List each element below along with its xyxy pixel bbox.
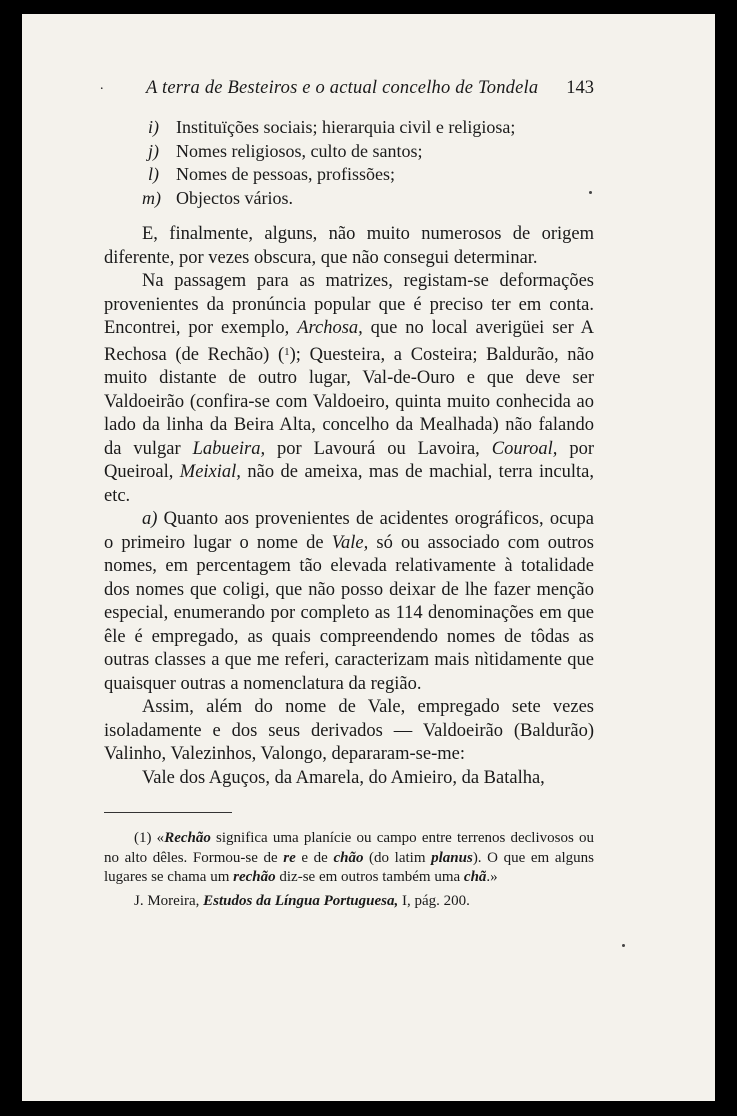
footnote-marker: (1) — [134, 830, 152, 846]
list-text: Instituïções sociais; hierarquia civil e religiosa; — [176, 117, 516, 137]
speck — [622, 944, 625, 947]
footnote-citation: J. Moreira, Estudos da Língua Portuguesa, I, pág. 200. — [134, 892, 470, 909]
list-label: j) — [148, 140, 159, 161]
footnote-ref[interactable]: 1 — [284, 345, 290, 358]
header-mark: . — [100, 78, 104, 93]
paragraph: Na passagem para as matrizes, registam-se deformações provenientes da pronúncia popular que é preciso ter em conta. Encontrei, por exemplo, Archosa, que no local averigüei ser A Rechosa (de Rechão) ($^1$); Questeira, a Costeira; Baldurão, não muito distante de outro lugar, Val-de-Ouro e que deve ser Valdoeirão (confira-se com Valdoeiro, quinta muito conhecida ao lado da linha da Beira Alta, concelho da Mealhada) não falando da vulgar Labueira, por Lavourá ou Lavoira, Couroal, por Queiroal, Meixial, não de ameixa, mas de machial, terra inculta, etc. — [104, 271, 594, 506]
paragraph: Assim, além do nome de Vale, empregado sete vezes isoladamente e dos seus derivados — Valdoeirão (Baldurão) Valinho, Valezinhos, Valongo, depararam-se-me: — [104, 697, 594, 764]
list-label: i) — [148, 117, 159, 137]
list-item — [104, 116, 594, 140]
list-label: l) — [148, 164, 159, 184]
footnote-divider — [104, 812, 232, 813]
paragraph: Vale dos Aguços, da Amarela, do Amieiro, da Batalha, — [142, 767, 545, 788]
paragraph: a) Quanto aos provenientes de acidentes orográficos, ocupa o primeiro lugar o nome de Vale, só ou associado com outros nomes, em percentagem tão elevada relativamente à totalidade dos nomes que coligi, que não posso deixar de lhe fazer menção especial, enumerando por completo as 114 denominações em que êle é empregado, as quais compreendendo nomes de tôdas as outras classes a que me referi, caracterizam mais nìtidamente que quaisquer outras a nomenclatura da região. — [104, 509, 594, 694]
running-header — [100, 74, 594, 104]
list-label: m) — [142, 187, 161, 208]
book-page — [22, 14, 715, 1101]
page-number: 143 — [566, 78, 594, 98]
section-label: a) — [142, 509, 158, 529]
list-text: Nomes religiosos, culto de santos; — [176, 140, 423, 161]
footnote: (1) «Rechão significa uma planície ou campo entre terrenos declivosos ou no alto dêles. Formou-se de re e de chão (do latim planus). O que em alguns lugares se chama um rechão diz-se em outros também uma chã.» — [104, 830, 594, 885]
list-text: Objectos vários. — [176, 187, 293, 208]
running-title: A terra de Besteiros e o actual concelho de Tondela — [146, 78, 539, 98]
category-list — [104, 116, 594, 210]
list-item — [104, 140, 594, 164]
list-item — [104, 163, 594, 187]
page-content — [100, 74, 594, 911]
paragraph: E, finalmente, alguns, não muito numerosos de origem diferente, por vezes obscura, que não consegui determinar. — [104, 224, 594, 268]
list-text: Nomes de pessoas, profissões; — [176, 164, 395, 184]
list-item — [104, 187, 594, 211]
